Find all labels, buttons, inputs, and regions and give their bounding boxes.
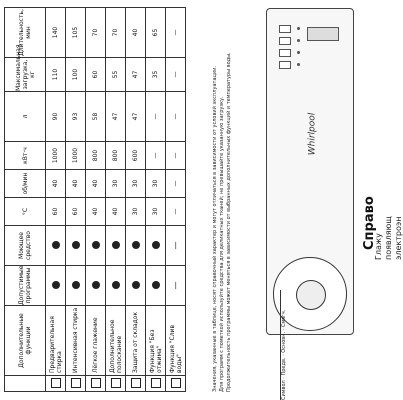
function-icon bbox=[171, 379, 181, 389]
value-cell: — bbox=[166, 142, 186, 170]
value-cell: — bbox=[166, 58, 186, 92]
function-name: Интенсивная стирка bbox=[66, 306, 86, 376]
row-symbol-icon bbox=[46, 376, 66, 392]
filled-dot-icon bbox=[92, 282, 100, 290]
filled-dot-icon bbox=[152, 242, 160, 250]
note-line: Для программ с пометкой используйте средства для деликатных тканей; не превышайте указанную загрузку. bbox=[219, 96, 225, 392]
function-icon bbox=[71, 379, 81, 389]
function-icon bbox=[131, 379, 141, 389]
note-line: Продолжительность программы может меняться в зависимости от выбранных дополнительных функций и температуры воды. bbox=[226, 52, 232, 392]
function-icon bbox=[151, 379, 161, 389]
row-symbol-icon bbox=[86, 376, 106, 392]
value-cell: 140 bbox=[46, 8, 66, 58]
compatibility-cell bbox=[126, 266, 146, 306]
header-programs: Допустимые программы bbox=[5, 266, 46, 306]
note-line: Значения, указанные в таблице, носят справочный характер и могут отличаться в зависимости от условий эксплуатации. bbox=[212, 66, 218, 392]
value-cell: 30 bbox=[146, 198, 166, 226]
header-time: Длительность, мин bbox=[5, 8, 46, 58]
value-cell: 65 bbox=[146, 8, 166, 58]
value-cell: 40 bbox=[86, 198, 106, 226]
compatibility-cell bbox=[146, 266, 166, 306]
table-row bbox=[146, 8, 166, 392]
filled-dot-icon bbox=[72, 242, 80, 250]
compatibility-cell bbox=[46, 226, 66, 266]
value-cell: 70 bbox=[106, 8, 126, 58]
row-symbol-icon bbox=[66, 376, 86, 392]
value-cell: — bbox=[146, 92, 166, 142]
compatibility-cell bbox=[146, 226, 166, 266]
value-cell: 58 bbox=[86, 92, 106, 142]
side-text-line: появляющ bbox=[384, 216, 393, 260]
header-symbol bbox=[5, 376, 46, 392]
value-cell: 30 bbox=[106, 170, 126, 198]
function-name: Функция "Без отжима" bbox=[146, 306, 166, 376]
function-name: Лёгкое глажение bbox=[86, 306, 106, 376]
value-cell: 800 bbox=[106, 142, 126, 170]
value-cell: — bbox=[146, 142, 166, 170]
value-cell: 47 bbox=[126, 58, 146, 92]
filled-dot-icon bbox=[52, 242, 60, 250]
side-text-line: Глажу bbox=[374, 233, 383, 260]
value-cell: 55 bbox=[106, 58, 126, 92]
value-cell: 30 bbox=[126, 198, 146, 226]
filled-dot-icon bbox=[132, 242, 140, 250]
value-cell: 60 bbox=[86, 58, 106, 92]
filled-dot-icon bbox=[72, 282, 80, 290]
legend-item: Основн. bbox=[281, 331, 287, 353]
compatibility-cell bbox=[66, 266, 86, 306]
filled-dot-icon bbox=[132, 282, 140, 290]
table-row bbox=[106, 8, 126, 392]
table-notes bbox=[212, 8, 233, 392]
compatibility-cell bbox=[86, 266, 106, 306]
row-symbol-icon bbox=[146, 376, 166, 392]
section-heading: Справо bbox=[362, 196, 377, 250]
value-cell: 40 bbox=[106, 198, 126, 226]
value-cell: 60 bbox=[66, 198, 86, 226]
function-name: Функция "Слив воды" bbox=[166, 306, 186, 376]
filled-dot-icon bbox=[112, 242, 120, 250]
table-row bbox=[86, 8, 106, 392]
row-symbol-icon bbox=[126, 376, 146, 392]
header-temp: °С bbox=[5, 198, 46, 226]
function-icon bbox=[111, 379, 121, 389]
value-cell: 47 bbox=[106, 92, 126, 142]
value-cell: 30 bbox=[146, 170, 166, 198]
legend-item: Предв. bbox=[281, 357, 287, 376]
dash-mark: — bbox=[170, 281, 180, 290]
compatibility-cell bbox=[106, 266, 126, 306]
value-cell: 800 bbox=[86, 142, 106, 170]
value-cell: — bbox=[166, 92, 186, 142]
filled-dot-icon bbox=[152, 282, 160, 290]
compatibility-cell bbox=[66, 226, 86, 266]
value-cell: 40 bbox=[86, 170, 106, 198]
value-cell: 30 bbox=[126, 170, 146, 198]
table-row bbox=[166, 8, 186, 392]
legend-item: Символ bbox=[281, 380, 287, 400]
function-name: Дополнительное полоскание bbox=[106, 306, 126, 376]
function-name: Защита от складок bbox=[126, 306, 146, 376]
function-name: Предварительная стирка bbox=[46, 306, 66, 376]
header-load-max: Максимальная загрузка, кг bbox=[5, 58, 46, 92]
filled-dot-icon bbox=[92, 242, 100, 250]
function-icon bbox=[91, 379, 101, 389]
header-water: л bbox=[5, 92, 46, 142]
table-row bbox=[126, 8, 146, 392]
value-cell: 40 bbox=[126, 8, 146, 58]
row-symbol-icon bbox=[166, 376, 186, 392]
compatibility-cell bbox=[166, 266, 186, 306]
value-cell: 60 bbox=[46, 198, 66, 226]
value-cell: 110 bbox=[46, 58, 66, 92]
value-cell: 100 bbox=[66, 58, 86, 92]
compatibility-cell bbox=[126, 226, 146, 266]
header-energy: кВт·ч bbox=[5, 142, 46, 170]
legend-item: Смягч. bbox=[281, 309, 287, 328]
value-cell: — bbox=[166, 198, 186, 226]
table-row bbox=[46, 8, 66, 392]
header-function: Дополнительные функции bbox=[5, 306, 46, 376]
value-cell: 600 bbox=[126, 142, 146, 170]
table-header-row bbox=[5, 8, 46, 392]
row-symbol-icon bbox=[106, 376, 126, 392]
value-cell: 93 bbox=[66, 92, 86, 142]
value-cell: 1000 bbox=[66, 142, 86, 170]
side-text-line: электроэн bbox=[394, 216, 403, 260]
value-cell: — bbox=[166, 8, 186, 58]
compatibility-cell bbox=[46, 266, 66, 306]
value-cell: 40 bbox=[66, 170, 86, 198]
header-detergent: Моющее средство bbox=[5, 226, 46, 266]
value-cell: 1000 bbox=[46, 142, 66, 170]
value-cell: 90 bbox=[46, 92, 66, 142]
compatibility-cell bbox=[166, 226, 186, 266]
value-cell: 105 bbox=[66, 8, 86, 58]
brand-logo: Whirlpool bbox=[307, 112, 318, 156]
value-cell: 47 bbox=[126, 92, 146, 142]
value-cell: 70 bbox=[86, 8, 106, 58]
value-cell: 35 bbox=[146, 58, 166, 92]
compatibility-cell bbox=[86, 226, 106, 266]
function-icon bbox=[51, 379, 61, 389]
functions-table bbox=[4, 8, 210, 392]
value-cell: — bbox=[166, 170, 186, 198]
dash-mark: — bbox=[170, 241, 180, 250]
table-row bbox=[66, 8, 86, 392]
value-cell: 40 bbox=[46, 170, 66, 198]
header-spin: об/мин bbox=[5, 170, 46, 198]
symbol-legend: Символ · Предв. · Основн. · Смягч. bbox=[280, 290, 288, 400]
filled-dot-icon bbox=[112, 282, 120, 290]
compatibility-cell bbox=[106, 226, 126, 266]
filled-dot-icon bbox=[52, 282, 60, 290]
